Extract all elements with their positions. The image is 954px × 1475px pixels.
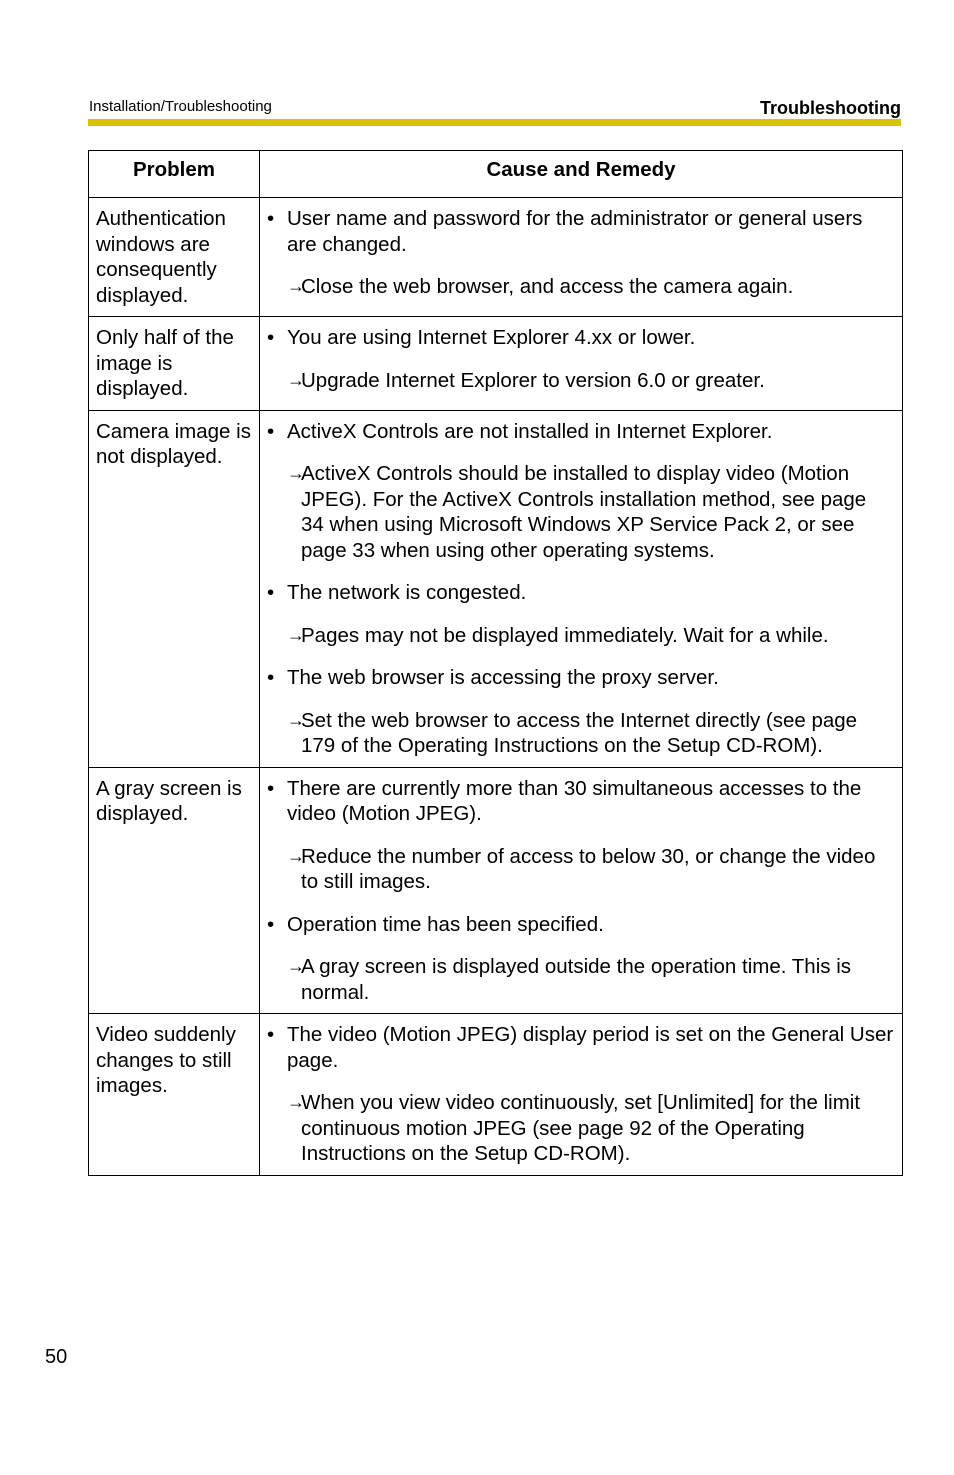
remedy-text: When you view video continuously, set [Unlimited] for the limit continuous motion JPEG (see page 92 of the Operating Instructions on the Setup CD-ROM). [301, 1091, 861, 1165]
cause-bullet [267, 206, 894, 257]
cause-text: Operation time has been specified. [287, 912, 604, 936]
cause-remedy-cell [260, 317, 903, 411]
bullet-icon: • [267, 581, 275, 604]
problem-cell: Camera image is not displayed. [89, 410, 260, 767]
remedy-line [267, 954, 894, 1005]
cause-item [267, 912, 894, 1006]
arrow-right-icon: → [287, 1092, 305, 1112]
header-section: Installation/Troubleshooting [89, 98, 272, 115]
bullet-icon: • [267, 666, 275, 689]
cause-remedy-cell [260, 1014, 903, 1176]
arrow-right-icon: → [287, 463, 305, 483]
table-row [89, 1014, 903, 1176]
bullet-icon: • [267, 326, 275, 349]
cause-bullet [267, 912, 894, 938]
page-number: 50 [45, 1346, 68, 1368]
troubleshooting-table [88, 150, 903, 1176]
arrow-right-icon: → [287, 956, 305, 976]
bullet-icon: • [267, 419, 275, 443]
cause-bullet [267, 325, 894, 351]
cause-text: The web browser is accessing the proxy server. [287, 666, 719, 689]
remedy-line [267, 708, 894, 759]
remedy-text: Set the web browser to access the Internet directly (see page 179 of the Operating Instructions on the Setup CD-ROM). [301, 708, 858, 757]
cause-remedy-cell [260, 410, 903, 767]
cause-item [267, 776, 894, 895]
cause-text: User name and password for the administrator or general users are changed. [287, 207, 863, 256]
table-row [89, 317, 903, 411]
table-row [89, 410, 903, 767]
cause-item [267, 580, 894, 648]
arrow-right-icon: → [287, 624, 305, 645]
problem-cell: Video suddenly changes to still images. [89, 1014, 260, 1176]
column-header-problem: Problem [89, 151, 260, 198]
remedy-line [267, 844, 894, 895]
cause-item [267, 206, 894, 300]
cause-item [267, 419, 894, 564]
cause-text: The network is congested. [287, 581, 527, 604]
remedy-text: Reduce the number of access to below 30, or change the video to still images. [301, 844, 876, 893]
cause-item [267, 665, 894, 759]
cause-bullet [267, 580, 894, 606]
arrow-right-icon: → [287, 369, 305, 390]
arrow-right-icon: → [287, 845, 305, 866]
problem-cell: Only half of the image is displayed. [89, 317, 260, 411]
cause-remedy-cell [260, 767, 903, 1014]
remedy-line [267, 623, 894, 649]
arrow-right-icon: → [287, 276, 305, 296]
cause-text: There are currently more than 30 simultaneous accesses to the video (Motion JPEG). [287, 776, 862, 825]
remedy-text: Close the web browser, and access the camera again. [301, 275, 794, 298]
remedy-text: Upgrade Internet Explorer to version 6.0 or greater. [301, 368, 765, 392]
cause-bullet [267, 419, 894, 445]
cause-text: ActiveX Controls are not installed in Internet Explorer. [287, 419, 773, 443]
table-row [89, 198, 903, 317]
column-header-cause-remedy: Cause and Remedy [260, 151, 903, 198]
remedy-text: Pages may not be displayed immediately. Wait for a while. [301, 623, 829, 647]
cause-remedy-cell [260, 198, 903, 317]
remedy-line [267, 274, 894, 300]
cause-bullet [267, 1022, 894, 1073]
cause-text: The video (Motion JPEG) display period is set on the General User page. [287, 1023, 894, 1072]
cause-item [267, 1022, 894, 1167]
bullet-icon: • [267, 207, 275, 230]
remedy-text: A gray screen is displayed outside the operation time. This is normal. [301, 955, 851, 1004]
arrow-right-icon: → [287, 709, 305, 730]
cause-text: You are using Internet Explorer 4.xx or lower. [287, 326, 696, 349]
problem-cell: Authentication windows are consequently displayed. [89, 198, 260, 317]
table-header-row [89, 151, 903, 198]
problem-cell: A gray screen is displayed. [89, 767, 260, 1014]
table-row [89, 767, 903, 1014]
bullet-icon: • [267, 776, 275, 800]
cause-bullet [267, 776, 894, 827]
remedy-line [267, 1090, 894, 1167]
header-chapter: Troubleshooting [760, 98, 901, 118]
remedy-text: ActiveX Controls should be installed to display video (Motion JPEG). For the ActiveX Controls installation method, see page 34 when using Microsoft Windows XP Service Pack 2, or see page 33 when using other operating systems. [301, 462, 867, 562]
bullet-icon: • [267, 1023, 275, 1046]
remedy-line [267, 368, 894, 394]
remedy-line [267, 461, 894, 563]
cause-bullet [267, 665, 894, 691]
bullet-icon: • [267, 912, 275, 936]
cause-item [267, 325, 894, 393]
header-divider [88, 119, 901, 126]
